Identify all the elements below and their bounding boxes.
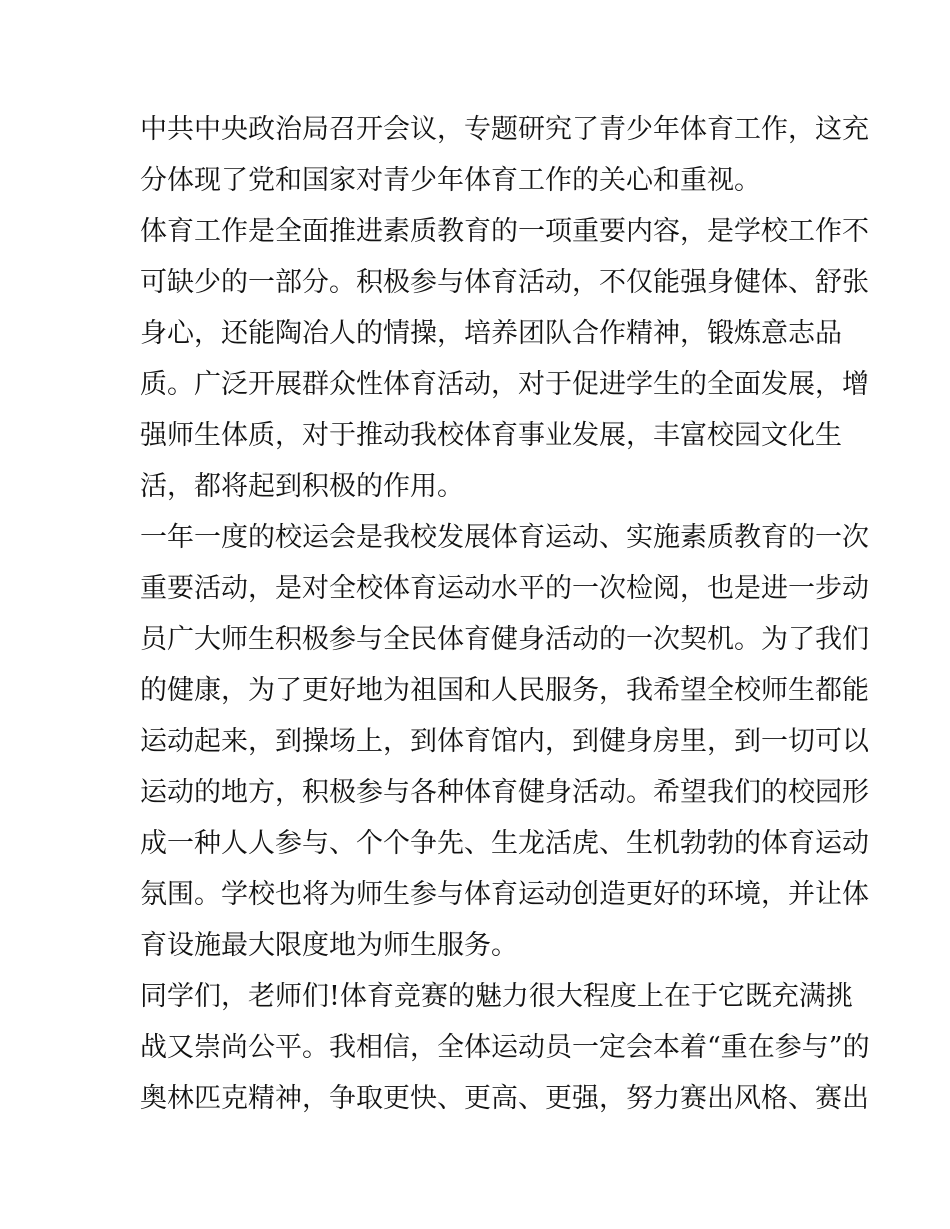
text-line: 质。广泛开展群众性体育活动，对于促进学生的全面发展，增 <box>140 369 869 400</box>
text-line: 氛围。学校也将为师生参与体育运动创造更好的环境，并让体 <box>140 879 869 910</box>
text-line: 战又崇尚公平。我相信，全体运动员一定会本着“重在参与”的 <box>140 1032 870 1063</box>
paragraph <box>140 104 869 206</box>
text-line: 同学们，老师们!体育竞赛的魅力很大程度上在于它既充满挑 <box>140 981 853 1012</box>
text-line: 可缺少的一部分。积极参与体育活动，不仅能强身健体、舒张 <box>140 267 869 298</box>
paragraph <box>140 512 869 971</box>
paragraph <box>140 206 869 512</box>
text-line: 运动的地方，积极参与各种体育健身活动。希望我们的校园形 <box>140 777 869 808</box>
text-line: 成一种人人参与、个个争先、生龙活虎、生机勃勃的体育运动 <box>140 828 869 859</box>
text-line: 活，都将起到积极的作用。 <box>140 471 464 502</box>
text-line: 奥林匹克精神，争取更快、更高、更强，努力赛出风格、赛出 <box>140 1083 869 1114</box>
text-line: 强师生体质，对于推动我校体育事业发展，丰富校园文化生 <box>140 420 842 451</box>
text-line: 中共中央政治局召开会议，专题研究了青少年体育工作，这充 <box>140 114 869 145</box>
text-line: 育设施最大限度地为师生服务。 <box>140 930 518 961</box>
text-line: 一年一度的校运会是我校发展体育运动、实施素质教育的一次 <box>140 522 869 553</box>
paragraph <box>140 971 870 1124</box>
text-line: 员广大师生积极参与全民体育健身活动的一次契机。为了我们 <box>140 624 869 655</box>
text-line: 分体现了党和国家对青少年体育工作的关心和重视。 <box>140 165 761 196</box>
text-line: 重要活动，是对全校体育运动水平的一次检阅，也是进一步动 <box>140 573 869 604</box>
text-line: 体育工作是全面推进素质教育的一项重要内容，是学校工作不 <box>140 216 869 247</box>
text-line: 身心，还能陶冶人的情操，培养团队合作精神，锻炼意志品 <box>140 318 842 349</box>
text-line: 运动起来，到操场上，到体育馆内，到健身房里，到一切可以 <box>140 726 869 757</box>
text-line: 的健康，为了更好地为祖国和人民服务，我希望全校师生都能 <box>140 675 869 706</box>
document-body <box>140 104 870 1124</box>
